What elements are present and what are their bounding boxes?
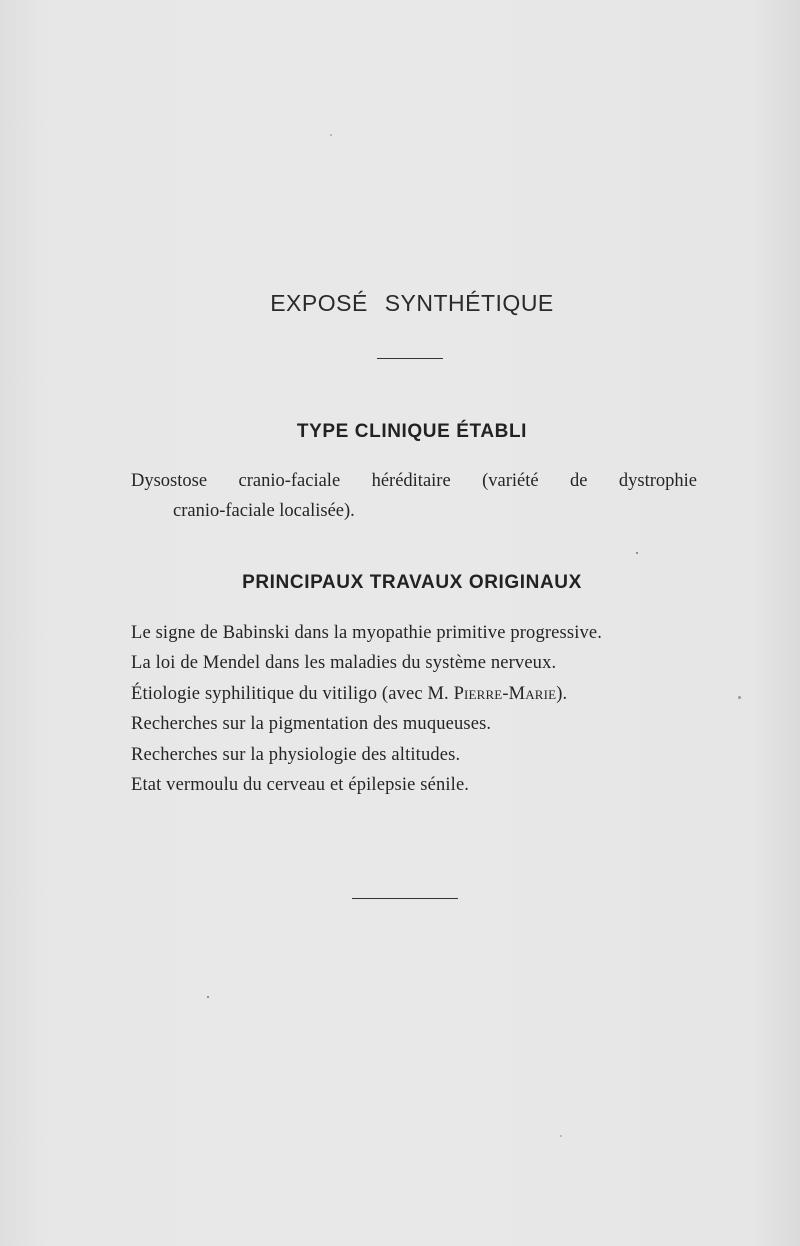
paper-speck [636, 552, 638, 554]
section-heading-clinical-type: TYPE CLINIQUE ÉTABLI [296, 421, 528, 442]
list-item-text: Étiologie syphilitique du vitiligo (avec M. [131, 683, 454, 704]
original-works-list [131, 618, 731, 800]
paper-speck [330, 134, 332, 136]
list-item: Le signe de Babinski dans la myopathie primitive progressive. [131, 623, 603, 643]
list-item-text: ). [556, 683, 568, 704]
page-title: EXPOSÉ SYNTHÉTIQUE [270, 290, 554, 316]
paper-speck [738, 696, 741, 699]
author-name: Pierre-Marie [453, 683, 557, 704]
list-item: Recherches sur la physiologie des altitudes. [131, 744, 461, 765]
title-divider [377, 358, 443, 359]
list-item: Etat vermoulu du cerveau et épilepsie sénile. [131, 775, 470, 796]
closing-divider [352, 898, 458, 899]
paper-speck [560, 1135, 562, 1137]
list-item: Recherches sur la pigmentation des muqueuses. [131, 714, 492, 735]
list-item [131, 679, 731, 709]
paragraph-line: Dysostose cranio-faciale héréditaire (variété de dystrophie [131, 471, 697, 491]
paper-speck [207, 996, 209, 998]
section-heading-original-works: PRINCIPAUX TRAVAUX ORIGINAUX [242, 572, 582, 593]
list-item: La loi de Mendel dans les maladies du système nerveux. [131, 653, 557, 674]
paragraph-line: cranio-faciale localisée). [173, 501, 355, 521]
clinical-type-paragraph [131, 466, 697, 526]
